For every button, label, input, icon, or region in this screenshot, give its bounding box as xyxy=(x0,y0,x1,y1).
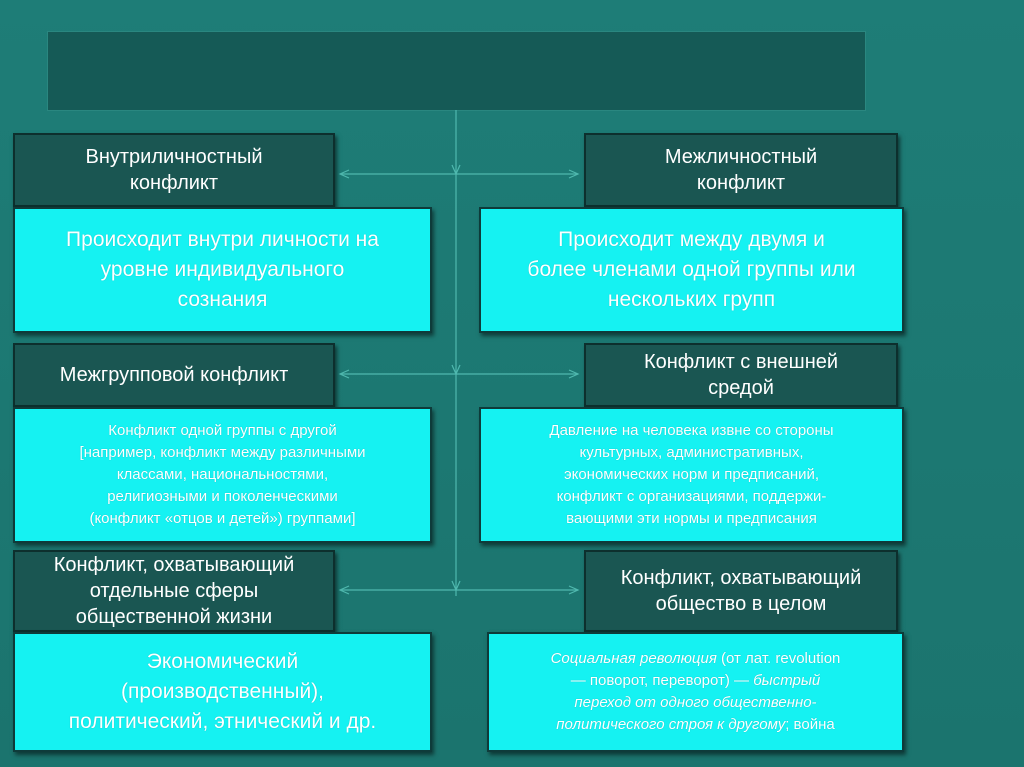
intrapersonal-title-line: Внутриличностный xyxy=(85,146,263,168)
external-environment-desc-line: Давление на человека извне со стороны xyxy=(549,422,834,439)
spheres-title-line: Конфликт, охватывающий xyxy=(53,554,295,576)
society-desc-text: ; война xyxy=(785,716,835,733)
interpersonal-title-line: Межличностный xyxy=(664,146,818,168)
society-desc-line: переход от одного общественно- xyxy=(574,694,817,711)
society-desc-text: — поворот, переворот) — xyxy=(570,672,754,689)
intergroup-desc-line: (конфликт «отцов и детей») группами] xyxy=(89,510,356,527)
intergroup-title-box xyxy=(13,343,335,407)
interpersonal-title-line: конфликт xyxy=(696,172,786,194)
society-desc-line xyxy=(551,714,841,736)
interpersonal-desc-line: нескольких групп xyxy=(607,288,776,311)
intrapersonal-desc-line: уровне индивидуального xyxy=(100,258,345,281)
spheres-title-line: отдельные сферы xyxy=(89,580,259,602)
spheres-title-line: общественной жизни xyxy=(75,606,273,628)
society-desc-text: (от лат. revolution xyxy=(716,650,841,667)
society-desc-italic: политического строя к другому xyxy=(556,716,786,733)
external-environment-desc-line: вающими эти нормы и предписания xyxy=(566,510,817,527)
society-desc-line xyxy=(551,648,841,670)
spheres-title-box xyxy=(13,550,335,632)
intergroup-desc-box xyxy=(13,407,432,543)
interpersonal-desc-line: более членами одной группы или xyxy=(527,258,856,281)
society-title-box xyxy=(584,550,898,632)
intrapersonal-desc-box xyxy=(13,207,432,333)
intergroup-desc-line: [например, конфликт между различными xyxy=(79,444,366,461)
external-environment-desc-line: экономических норм и предписаний, xyxy=(563,466,820,483)
society-desc-italic: Социальная революция xyxy=(550,650,717,667)
intergroup-desc-line: Конфликт одной группы с другой xyxy=(108,422,337,439)
intergroup-desc-line: религиозными и поколенческими xyxy=(107,488,338,505)
intrapersonal-title-line: конфликт xyxy=(129,172,219,194)
interpersonal-desc-line: Происходит между двумя и xyxy=(558,228,825,251)
intrapersonal-title-box xyxy=(13,133,335,207)
external-environment-desc-box xyxy=(479,407,904,543)
society-desc-box xyxy=(487,632,904,752)
spheres-desc-line: Экономический xyxy=(146,650,299,673)
intrapersonal-desc-line: Происходит внутри личности на xyxy=(66,228,379,251)
interpersonal-title-box xyxy=(584,133,898,207)
interpersonal-desc-box xyxy=(479,207,904,333)
external-environment-title-box xyxy=(584,343,898,407)
intergroup-title: Межгрупповой конфликт xyxy=(59,364,289,386)
external-environment-desc-line: конфликт с организациями, поддержи- xyxy=(556,488,827,505)
society-desc-italic: быстрый xyxy=(753,672,821,689)
society-title-line: Конфликт, охватывающий xyxy=(620,567,862,589)
intergroup-desc-line: классами, национальностями, xyxy=(116,466,329,483)
society-desc-line xyxy=(551,670,841,692)
society-title-line: общество в целом xyxy=(655,593,827,615)
intrapersonal-desc-line: сознания xyxy=(177,288,268,311)
external-environment-title-line: Конфликт с внешней xyxy=(643,351,839,373)
spheres-desc-box xyxy=(13,632,432,752)
external-environment-desc-line: культурных, административных, xyxy=(579,444,804,461)
external-environment-title-line: средой xyxy=(708,377,774,399)
spheres-desc-line: политический, этнический и др. xyxy=(68,710,377,733)
spheres-desc-line: (производственный), xyxy=(120,680,325,703)
